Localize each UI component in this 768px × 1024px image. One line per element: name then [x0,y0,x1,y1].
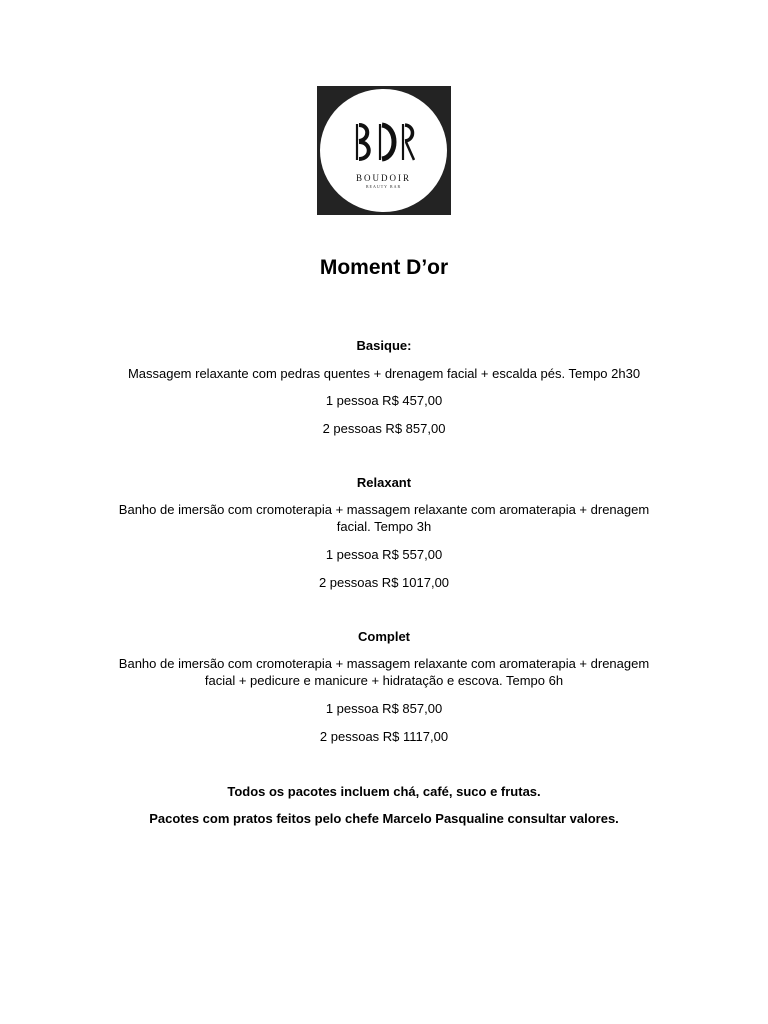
boudoir-logo [317,86,451,215]
package-name-relaxant: Relaxant [356,475,412,490]
package-price-couple: 2 pessoas R$ 1117,00 [319,729,449,744]
package-name-complet: Complet [358,629,410,644]
package-description-relaxant: Banho de imersão com cromoterapia + massagem relaxante com aromaterapia + drenagem facial. Tempo 3h [118,502,650,534]
package-description-basique: Massagem relaxante com pedras quentes + drenagem facial + escalda pés. Tempo 2h30 [127,366,641,381]
chef-meals-note: Pacotes com pratos feitos pelo chefe Marcelo Pasqualine consultar valores. [149,811,619,826]
package-price-couple: 2 pessoas R$ 1017,00 [318,575,450,590]
package-price-single: 1 pessoa R$ 457,00 [325,393,443,408]
logo-wordmark: BOUDOIR [355,173,411,183]
package-description-complet: Banho de imersão com cromoterapia + massagem relaxante com aromaterapia + drenagem facial + pedicure e manicure + hidratação e escova. Tempo 6h [118,656,650,688]
package-name-basique: Basique: [356,338,412,353]
bdr-monogram-icon [353,122,415,162]
page-title: Moment D’or [319,256,449,279]
package-price-single: 1 pessoa R$ 857,00 [325,701,443,716]
included-items-note: Todos os pacotes incluem chá, café, suco e frutas. [227,784,541,799]
logo-circle [320,89,447,212]
logo-tagline: BEAUTY BAR [365,184,402,189]
package-price-single: 1 pessoa R$ 557,00 [325,547,443,562]
package-price-couple: 2 pessoas R$ 857,00 [322,421,446,436]
